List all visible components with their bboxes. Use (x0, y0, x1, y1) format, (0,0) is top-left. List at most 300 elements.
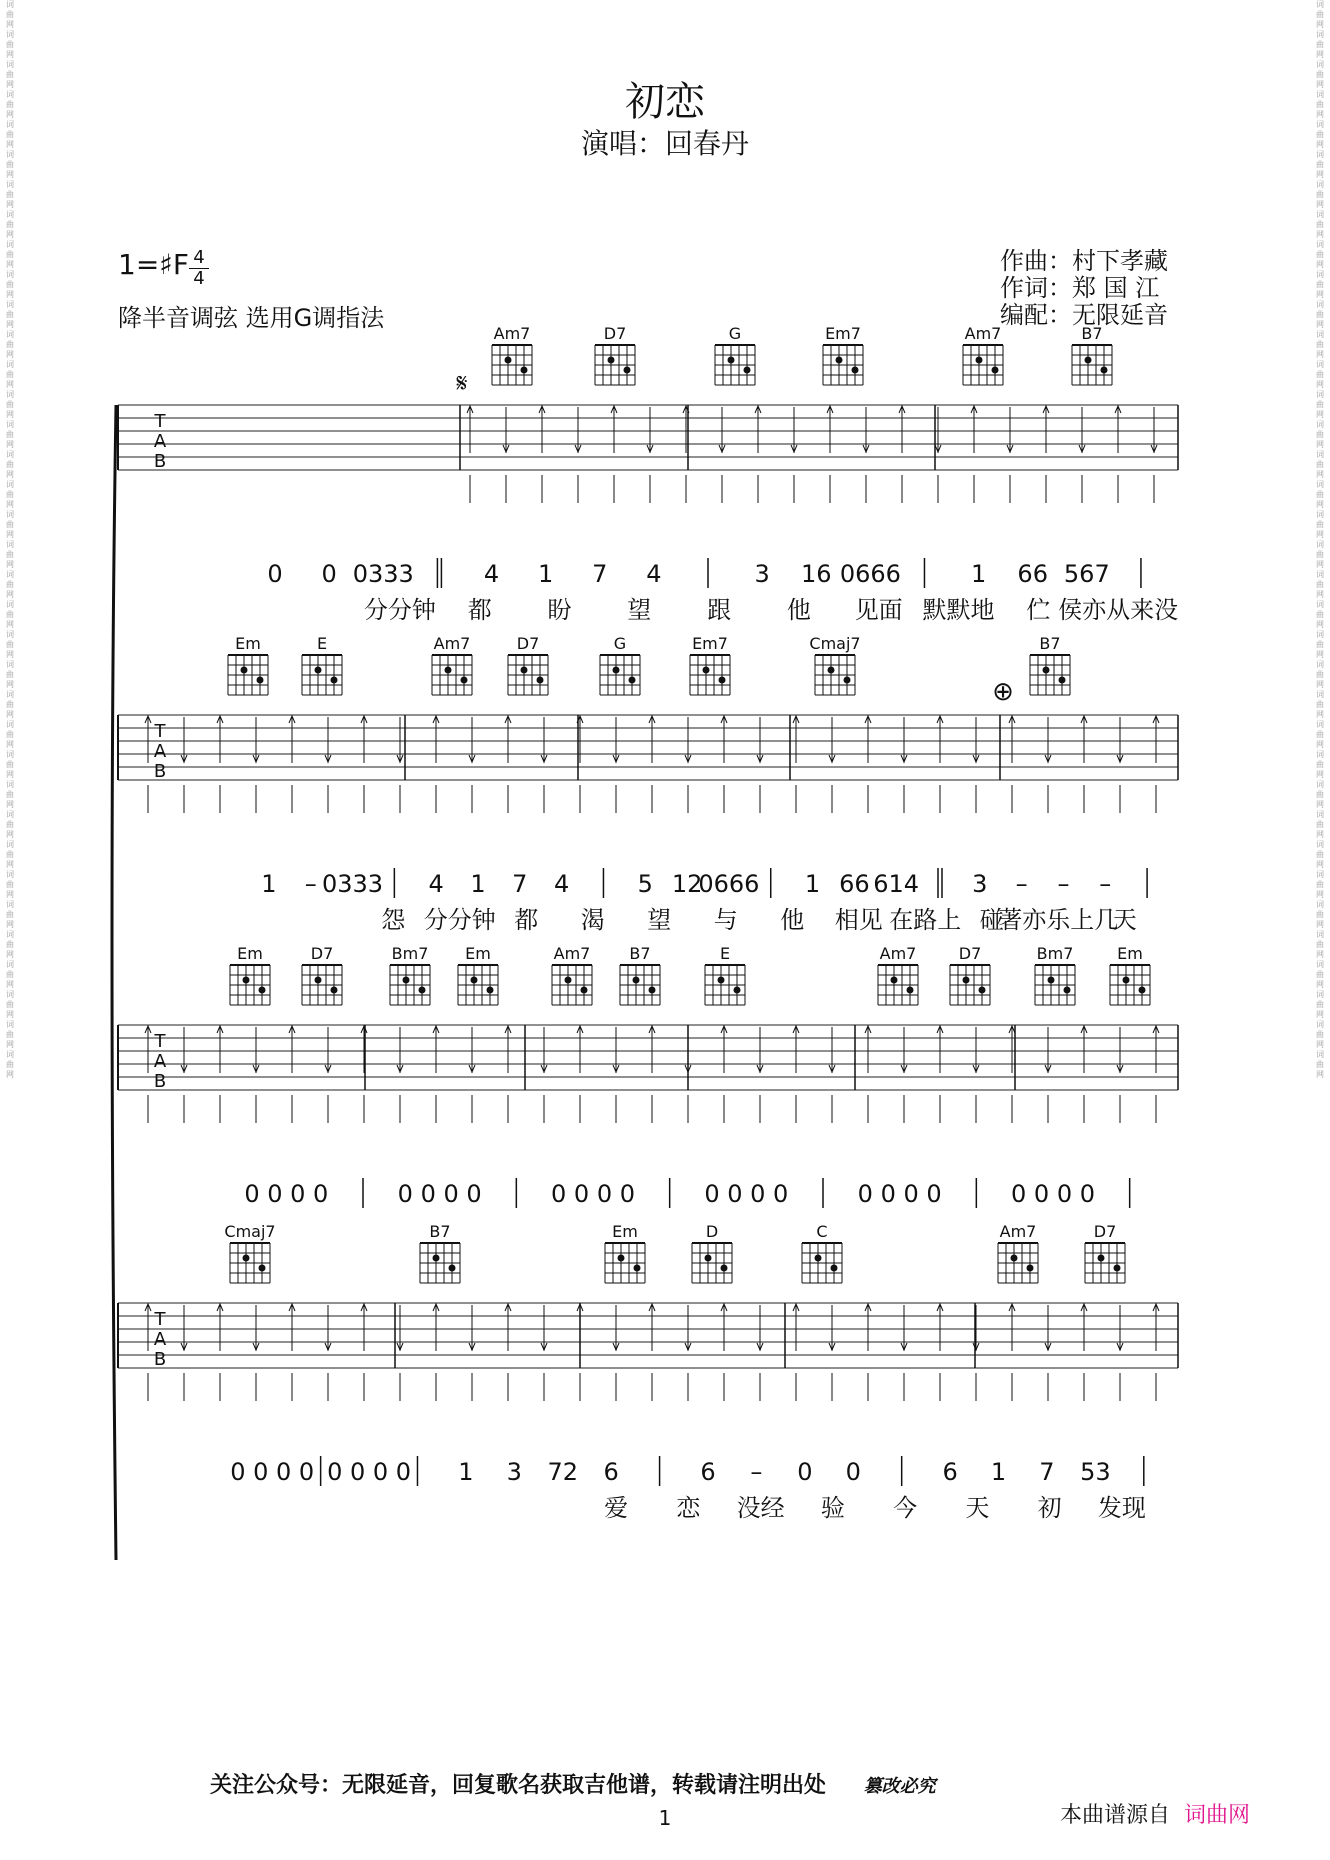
watermark-char: 词 (1316, 600, 1324, 609)
chord-finger-dot (963, 977, 970, 984)
watermark-char: 网 (1316, 620, 1324, 629)
watermark-char: 词 (1316, 870, 1324, 879)
watermark-char: 词 (1316, 420, 1324, 429)
watermark-char: 词 (6, 990, 14, 999)
watermark-char: 词 (1316, 90, 1324, 99)
watermark-char: 网 (6, 290, 14, 299)
jianpu-note: 66 (839, 870, 870, 898)
chord-name: B7 (1081, 324, 1103, 343)
watermark-char: 网 (6, 500, 14, 509)
chord-finger-dot (471, 977, 478, 984)
footer-notice (210, 1768, 936, 1799)
watermark-char: 网 (6, 980, 14, 989)
jianpu-note: 53 (1080, 1458, 1111, 1486)
watermark-char: 曲 (1316, 670, 1324, 679)
tab-letter: T (154, 1031, 166, 1052)
watermark-char: 曲 (1316, 310, 1324, 319)
chord-finger-dot (1101, 367, 1108, 374)
watermark-char: 曲 (6, 430, 14, 439)
watermark-char: 网 (6, 50, 14, 59)
watermark-char: 曲 (1316, 340, 1324, 349)
watermark-char: 曲 (1316, 460, 1324, 469)
watermark-char: 曲 (6, 70, 14, 79)
coda-sign: ⊕ (992, 677, 1014, 707)
watermark-char: 词 (1316, 1020, 1324, 1029)
lyric-word: 天 (1112, 906, 1137, 934)
watermark-char: 曲 (6, 820, 14, 829)
chord-finger-dot (461, 677, 468, 684)
chord-name: D7 (1093, 1222, 1117, 1241)
watermark-char: 网 (6, 110, 14, 119)
tab-letter: T (154, 1309, 166, 1330)
lyric-word: 碰 (979, 906, 1004, 934)
watermark-char: 网 (1316, 80, 1324, 89)
jianpu-note: 0333 (322, 870, 384, 898)
watermark-char: 网 (6, 230, 14, 239)
footer-stamp: 篡改必究 (863, 1776, 936, 1797)
watermark-char: 网 (1316, 950, 1324, 959)
watermark-char: 曲 (6, 730, 14, 739)
jianpu-note: 0 (845, 1458, 861, 1486)
watermark-char: 曲 (1316, 100, 1324, 109)
chord-name: B7 (629, 944, 651, 963)
chord-name: Em7 (825, 324, 861, 343)
watermark-char: 曲 (6, 280, 14, 289)
lyric-word: 他 (786, 596, 811, 624)
watermark-char: 词 (6, 30, 14, 39)
chord-name: Bm7 (1036, 944, 1074, 963)
chord-finger-dot (403, 977, 410, 984)
watermark-char: 网 (6, 890, 14, 899)
watermark-char: 曲 (6, 160, 14, 169)
chord-name: Em (465, 944, 491, 963)
chord-finger-dot (1043, 667, 1050, 674)
watermark-char: 曲 (1316, 910, 1324, 919)
tab-letter: A (153, 1051, 167, 1072)
chord-finger-dot (721, 1265, 728, 1272)
watermark-char: 词 (1316, 900, 1324, 909)
watermark-char: 网 (6, 800, 14, 809)
chord-name: B7 (1039, 634, 1061, 653)
watermark-char: 词 (6, 660, 14, 669)
watermark-char: 网 (6, 620, 14, 629)
watermark-char: 曲 (1316, 40, 1324, 49)
lyric-word: 没经 (736, 1494, 785, 1522)
watermark-char: 网 (6, 680, 14, 689)
chord-name: D7 (603, 324, 627, 343)
chord-name: Em (235, 634, 261, 653)
chord-name: Am7 (493, 324, 531, 343)
tab-letter: B (153, 451, 167, 472)
watermark-char: 曲 (1316, 820, 1324, 829)
jianpu-note: 1 (458, 1458, 474, 1486)
jianpu-note: 0 0 0 0 (551, 1180, 635, 1208)
chord-finger-dot (744, 367, 751, 374)
jianpu-note: – (304, 870, 317, 898)
watermark-char: 词 (1316, 780, 1324, 789)
watermark-char: 网 (6, 200, 14, 209)
watermark-char: 网 (1316, 710, 1324, 719)
source-credit (1060, 1798, 1250, 1829)
jianpu-note: 1 (804, 870, 821, 898)
chord-name: Em7 (692, 634, 728, 653)
jianpu-note: 0 0 0 0 (244, 1180, 329, 1208)
watermark-char: 词 (1316, 750, 1324, 759)
watermark-char: 曲 (1316, 130, 1324, 139)
watermark-char: 词 (1316, 0, 1324, 9)
watermark-char: 网 (1316, 680, 1324, 689)
watermark-char: 词 (6, 270, 14, 279)
jianpu-note: 0 (267, 560, 283, 588)
watermark-char: 曲 (1316, 1060, 1324, 1069)
watermark-char: 网 (6, 560, 14, 569)
lyric-word: 验 (820, 1494, 845, 1522)
tab-letter: B (153, 761, 167, 782)
watermark-char: 词 (6, 780, 14, 789)
tab-letter: A (153, 431, 167, 452)
lyric-word: 发现 (1097, 1494, 1146, 1522)
chord-finger-dot (992, 367, 999, 374)
watermark-char: 曲 (6, 790, 14, 799)
watermark-char: 词 (6, 570, 14, 579)
watermark-char: 网 (6, 770, 14, 779)
chord-finger-dot (445, 667, 452, 674)
watermark-char: 曲 (6, 400, 14, 409)
chord-finger-dot (315, 977, 322, 984)
jianpu-note: – (1015, 870, 1028, 898)
watermark-char: 词 (1316, 180, 1324, 189)
watermark-char: 网 (1316, 1070, 1324, 1079)
chord-finger-dot (243, 977, 250, 984)
jianpu-note: 66 (1017, 560, 1048, 588)
watermark-char: 曲 (6, 670, 14, 679)
tuning-note: 降半音调弦 选用G调指法 (118, 304, 385, 332)
watermark-char: 网 (6, 470, 14, 479)
jianpu-note: 4 (646, 560, 662, 588)
chord-finger-dot (1085, 357, 1092, 364)
watermark-char: 网 (6, 830, 14, 839)
watermark-char: 曲 (1316, 940, 1324, 949)
watermark-char: 曲 (6, 310, 14, 319)
chord-name: B7 (429, 1222, 451, 1241)
chord-finger-dot (734, 987, 741, 994)
watermark-char: 网 (1316, 260, 1324, 269)
watermark-char: 词 (1316, 390, 1324, 399)
lyric-word: 侯亦从来没 (1058, 596, 1179, 624)
jianpu-note: 72 (547, 1458, 579, 1486)
watermark-char: 词 (6, 1020, 14, 1029)
composer-credit: 作曲：村下孝藏 (1000, 247, 1168, 275)
jianpu-note: 0666 (839, 560, 901, 588)
watermark-char: 曲 (1316, 610, 1324, 619)
watermark-char: 网 (6, 710, 14, 719)
watermark-char: 曲 (1316, 10, 1324, 19)
chord-name: G (613, 634, 627, 653)
chord-finger-dot (831, 1265, 838, 1272)
watermark-char: 曲 (1316, 250, 1324, 259)
watermark-char: 网 (1316, 20, 1324, 29)
chord-finger-dot (634, 1265, 641, 1272)
jianpu-note: 1 (970, 560, 987, 588)
watermark-char: 词 (1316, 570, 1324, 579)
chord-finger-dot (618, 1255, 625, 1262)
watermark-char: 词 (6, 690, 14, 699)
watermark-char: 网 (6, 950, 14, 959)
watermark-char: 词 (6, 90, 14, 99)
lyric-word: 分分钟 (423, 906, 496, 934)
watermark-char: 词 (1316, 450, 1324, 459)
chord-finger-dot (1064, 987, 1071, 994)
watermark-char: 词 (6, 210, 14, 219)
jianpu-note: 3 (506, 1458, 522, 1486)
jianpu-note: 1 (990, 1458, 1007, 1486)
watermark-char: 曲 (1316, 220, 1324, 229)
chord-name: Am7 (999, 1222, 1037, 1241)
jianpu-note: 0 0 0 0 (397, 1180, 482, 1208)
tab-letter: B (153, 1071, 167, 1092)
source-brand[interactable]: 词曲网 (1184, 1803, 1251, 1828)
watermark-char: 网 (6, 650, 14, 659)
lyric-word: 渴 (580, 906, 605, 934)
watermark-char: 曲 (6, 700, 14, 709)
watermark-char: 网 (1316, 830, 1324, 839)
lyric-word: 盼 (547, 596, 572, 624)
watermark-char: 词 (1316, 720, 1324, 729)
jianpu-note: 614 (873, 870, 920, 898)
watermark-char: 网 (1316, 200, 1324, 209)
watermark-char: 曲 (1316, 580, 1324, 589)
jianpu-note: 6 (700, 1458, 716, 1486)
watermark-char: 网 (6, 170, 14, 179)
jianpu-note: 0 0 0 0 (230, 1458, 315, 1486)
jianpu-note: 6 (942, 1458, 958, 1486)
watermark-char: 曲 (6, 940, 14, 949)
watermark-char: 曲 (1316, 430, 1324, 439)
watermark-char: 曲 (6, 130, 14, 139)
lyric-word: 与 (713, 906, 738, 934)
watermark-char: 网 (1316, 860, 1324, 869)
watermark-char: 曲 (6, 610, 14, 619)
watermark-char: 词 (6, 840, 14, 849)
jianpu-note: 4 (428, 870, 444, 898)
watermark-char: 网 (1316, 920, 1324, 929)
watermark-char: 曲 (6, 640, 14, 649)
watermark-char: 网 (6, 860, 14, 869)
watermark-char: 词 (6, 480, 14, 489)
jianpu-note: 0 0 0 0 (704, 1180, 789, 1208)
watermark-char: 曲 (1316, 520, 1324, 529)
watermark-char: 曲 (1316, 280, 1324, 289)
chord-finger-dot (521, 367, 528, 374)
chord-finger-dot (649, 987, 656, 994)
watermark-char: 曲 (1316, 730, 1324, 739)
watermark-char: 词 (6, 540, 14, 549)
chord-name: Am7 (879, 944, 917, 963)
watermark-char: 词 (6, 750, 14, 759)
lyric-word: 跟 (707, 596, 732, 624)
chord-name: Em (237, 944, 263, 963)
watermark-char: 词 (6, 960, 14, 969)
chord-name: Bm7 (391, 944, 429, 963)
watermark-char: 词 (6, 180, 14, 189)
chord-name: D7 (310, 944, 334, 963)
chord-finger-dot (419, 987, 426, 994)
watermark-char: 网 (1316, 980, 1324, 989)
chord-finger-dot (728, 357, 735, 364)
watermark-char: 曲 (1316, 850, 1324, 859)
chord-finger-dot (581, 987, 588, 994)
watermark-char: 词 (1316, 300, 1324, 309)
watermark-char: 曲 (6, 490, 14, 499)
chord-finger-dot (331, 987, 338, 994)
watermark-char: 词 (6, 300, 14, 309)
lyric-word: 默默地 (922, 596, 995, 624)
chord-finger-dot (852, 367, 859, 374)
key-signature: 1=♯F (118, 248, 189, 281)
lyric-word: 分分钟 (363, 596, 436, 624)
jianpu-note: 0666 (698, 870, 760, 898)
chord-finger-dot (1139, 987, 1146, 994)
tab-letter: B (153, 1349, 167, 1370)
watermark-char: 网 (1316, 650, 1324, 659)
song-title: 初恋 (625, 79, 705, 125)
chord-name: C (816, 1222, 828, 1241)
watermark-char: 词 (1316, 960, 1324, 969)
chord-finger-dot (705, 1255, 712, 1262)
watermark-char: 词 (6, 930, 14, 939)
lyric-word: 望 (647, 906, 672, 934)
chord-finger-dot (629, 677, 636, 684)
chord-finger-dot (537, 677, 544, 684)
watermark-char: 词 (1316, 30, 1324, 39)
watermark-char: 曲 (6, 220, 14, 229)
jianpu-note: 4 (483, 560, 500, 588)
chord-finger-dot (449, 1265, 456, 1272)
chord-finger-dot (633, 977, 640, 984)
watermark-char: 词 (6, 810, 14, 819)
singer-line: 演唱：回春丹 (580, 127, 749, 160)
watermark-char: 网 (1316, 350, 1324, 359)
watermark-char: 曲 (6, 850, 14, 859)
watermark-char: 曲 (6, 910, 14, 919)
watermark-char: 网 (6, 920, 14, 929)
lyric-word: 在路上 (889, 906, 962, 934)
watermark-char: 曲 (1316, 700, 1324, 709)
watermark-char: 网 (6, 1070, 14, 1079)
jianpu-note: 1 (538, 560, 554, 588)
watermark-char: 词 (1316, 240, 1324, 249)
watermark-char: 词 (1316, 510, 1324, 519)
watermark-char: 词 (6, 150, 14, 159)
lyric-word: 都 (467, 596, 492, 624)
chord-finger-dot (505, 357, 512, 364)
watermark-char: 曲 (1316, 760, 1324, 769)
lyric-word: 天 (965, 1494, 990, 1522)
watermark-char: 网 (1316, 470, 1324, 479)
chord-finger-dot (718, 977, 725, 984)
watermark-char: 词 (6, 1050, 14, 1059)
watermark-char: 网 (1316, 110, 1324, 119)
watermark-char: 词 (1316, 1050, 1324, 1059)
lyric-word: 相见 (834, 906, 883, 934)
tab-letter: T (154, 721, 166, 742)
watermark-char: 词 (6, 870, 14, 879)
source-prefix: 本曲谱源自 (1060, 1803, 1171, 1828)
watermark-char: 曲 (1316, 190, 1324, 199)
chord-name: E (316, 634, 328, 653)
lyric-word: 他 (780, 906, 805, 934)
watermark-char: 词 (6, 390, 14, 399)
jianpu-note: 0 0 0 0 (327, 1458, 412, 1486)
lyric-word: 恋 (676, 1494, 701, 1522)
chord-finger-dot (719, 677, 726, 684)
lyric-word: 伫 (1026, 596, 1051, 624)
watermark-char: 曲 (1316, 880, 1324, 889)
jianpu-note: 0333 (352, 560, 414, 588)
watermark-char: 网 (1316, 290, 1324, 299)
watermark-char: 曲 (6, 520, 14, 529)
tab-letter: A (153, 1329, 167, 1350)
watermark-char: 词 (1316, 690, 1324, 699)
chord-finger-dot (844, 677, 851, 684)
watermark-char: 曲 (1316, 400, 1324, 409)
watermark-char: 曲 (6, 40, 14, 49)
watermark-char: 曲 (6, 880, 14, 889)
watermark-char: 网 (1316, 1040, 1324, 1049)
chord-name: Cmaj7 (809, 634, 861, 653)
watermark-char: 网 (6, 260, 14, 269)
chord-finger-dot (907, 987, 914, 994)
watermark-char: 词 (6, 360, 14, 369)
watermark-char: 词 (6, 240, 14, 249)
watermark-char: 曲 (6, 580, 14, 589)
chord-finger-dot (624, 367, 631, 374)
watermark-char: 网 (1316, 740, 1324, 749)
watermark-char: 曲 (1316, 70, 1324, 79)
chord-finger-dot (521, 667, 528, 674)
jianpu-note: 0 (797, 1458, 813, 1486)
watermark-char: 曲 (1316, 970, 1324, 979)
watermark-char: 词 (1316, 270, 1324, 279)
watermark-char: 曲 (6, 250, 14, 259)
lyricist-credit: 作词：郑 国 江 (1000, 274, 1160, 302)
footer-notice-text: 关注公众号：无限延音，回复歌名获取吉他谱，转载请注明出处 (210, 1772, 827, 1798)
chord-finger-dot (1011, 1255, 1018, 1262)
page-number: 1 (658, 1806, 672, 1830)
time-signature-top: 4 (189, 248, 209, 269)
watermark-char: 词 (1316, 360, 1324, 369)
watermark-char: 网 (1316, 50, 1324, 59)
watermark-char: 曲 (6, 10, 14, 19)
watermark-char: 词 (1316, 60, 1324, 69)
watermark-char: 网 (6, 530, 14, 539)
watermark-char: 词 (1316, 210, 1324, 219)
watermark-char: 网 (1316, 800, 1324, 809)
watermark-char: 网 (6, 20, 14, 29)
jianpu-note: 5 (637, 870, 653, 898)
chord-name: D (705, 1222, 719, 1241)
chord-name: Am7 (433, 634, 471, 653)
watermark-char: 网 (1316, 320, 1324, 329)
watermark-char: 词 (6, 420, 14, 429)
chord-name: Em (1117, 944, 1143, 963)
tab-letter: T (154, 411, 166, 432)
watermark-char: 词 (6, 120, 14, 129)
watermark-char: 词 (1316, 330, 1324, 339)
chord-finger-dot (487, 987, 494, 994)
watermark-char: 曲 (6, 1030, 14, 1039)
system-brace (112, 405, 116, 1560)
